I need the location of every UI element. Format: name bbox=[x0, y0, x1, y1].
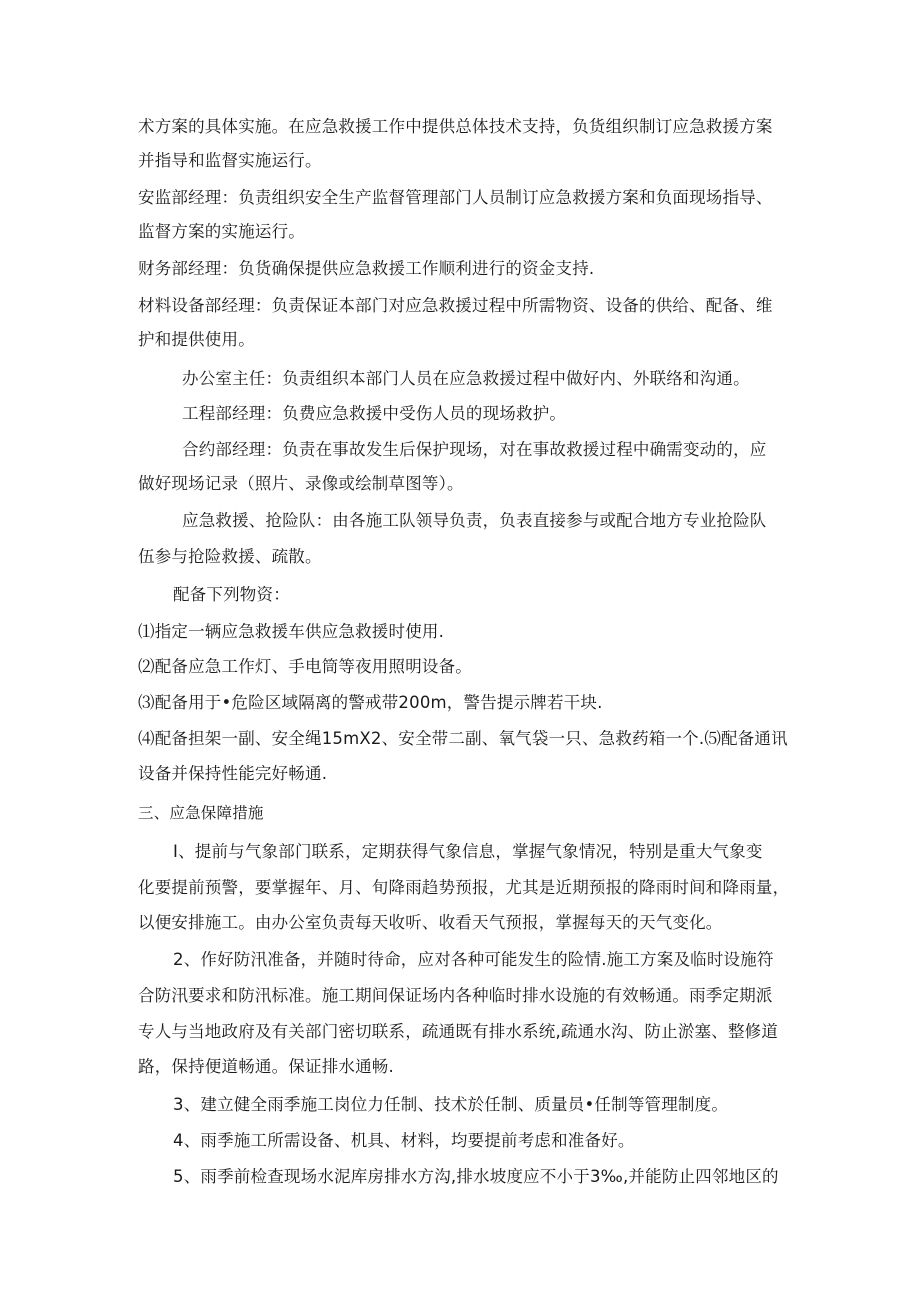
text-line: 安监部经理：负责组织安全生产监督管理部门人员制订应急救援方案和负面现场指导、 bbox=[138, 188, 773, 207]
section-heading: 三、应急保障措施 bbox=[138, 804, 264, 822]
text-line: 护和提供使用。 bbox=[138, 330, 255, 349]
text-line: 5、雨季前检查现场水泥库房排水方沟,排水坡度应不小于3‰,并能防止四邻地区的 bbox=[173, 1167, 779, 1186]
text-line: 应急救援、抢险队：由各施工队领导负责，负表直接参与或配合地方专业抢险队 bbox=[182, 511, 767, 530]
text-line: 工程部经理：负费应急救援中受伤人员的现场救护。 bbox=[182, 404, 567, 423]
text-line: 路，保持便道畅通。保证排水通畅. bbox=[138, 1057, 394, 1076]
text-line: 合防汛要求和防汛标准。施工期间保证场内各种临时排水设施的有效畅通。雨季定期派 bbox=[138, 986, 773, 1005]
text-line: 材料设备部经理：负责保证本部门对应急救援过程中所需物资、设备的供给、配备、维 bbox=[138, 296, 773, 315]
text-line: 化要提前预警，要掌握年、月、旬降雨趋势预报，尤其是近期预报的降雨时间和降雨量， bbox=[138, 878, 790, 897]
text-line: 4、雨季施工所需设备、机具、材料，均要提前考虑和准备好。 bbox=[173, 1131, 635, 1150]
text-line: 并指导和监督实施运行。 bbox=[138, 151, 322, 170]
text-line: 财务部经理：负货确保提供应急救援工作顺利进行的资金支持. bbox=[138, 259, 595, 278]
list-item: ⑷配备担架一副、安全绳15mX2、安全带二副、氧气袋一只、急救药箱一个.⑸配备通讯 bbox=[138, 729, 788, 748]
text-line: 监督方案的实施运行。 bbox=[138, 222, 305, 241]
list-item: 设备并保持性能完好畅通. bbox=[138, 764, 328, 783]
list-item: ⑴指定一辆应急救援车供应急救援时使用. bbox=[138, 622, 445, 641]
text-line: I、提前与气象部门联系，定期获得气象信息，掌握气象情况，特别是重大气象变 bbox=[173, 842, 763, 861]
text-line: 伍参与抢险救援、疏散。 bbox=[138, 547, 322, 566]
text-line: 2、作好防汛准备，并随时待命，应对各种可能发生的险情.施工方案及临时设施符 bbox=[173, 950, 774, 969]
text-line: 3、建立健全雨季施工岗位力任制、技术於任制、质量员•任制等管理制度。 bbox=[173, 1095, 729, 1114]
text-line: 办公室主任：负责组织本部门人员在应急救援过程中做好内、外联络和沟通。 bbox=[182, 369, 750, 388]
text-line: 合约部经理：负责在事故发生后保护现场，对在事故救援过程中确需变动的，应 bbox=[182, 440, 767, 459]
list-item: ⑶配备用于•危险区域隔离的警戒带200m，警告提示牌若干块. bbox=[138, 693, 603, 712]
text-line: 做好现场记录（照片、录像或绘制草图等）。 bbox=[138, 474, 464, 493]
list-item: ⑵配备应急工作灯、手电筒等夜用照明设备。 bbox=[138, 657, 472, 676]
text-line: 术方案的具体实施。在应急救援工作中提供总体技术支持，负货组织制订应急救援方案 bbox=[138, 117, 773, 136]
text-line: 专人与当地政府及有关部门密切联系，疏通既有排水系统,疏通水沟、防止淤塞、整修道 bbox=[138, 1022, 779, 1041]
text-line: 以便安排施工。由办公室负责每天收听、收看天气预报，掌握每天的天气变化。 bbox=[138, 913, 723, 932]
text-line: 配备下列物资： bbox=[173, 585, 290, 604]
